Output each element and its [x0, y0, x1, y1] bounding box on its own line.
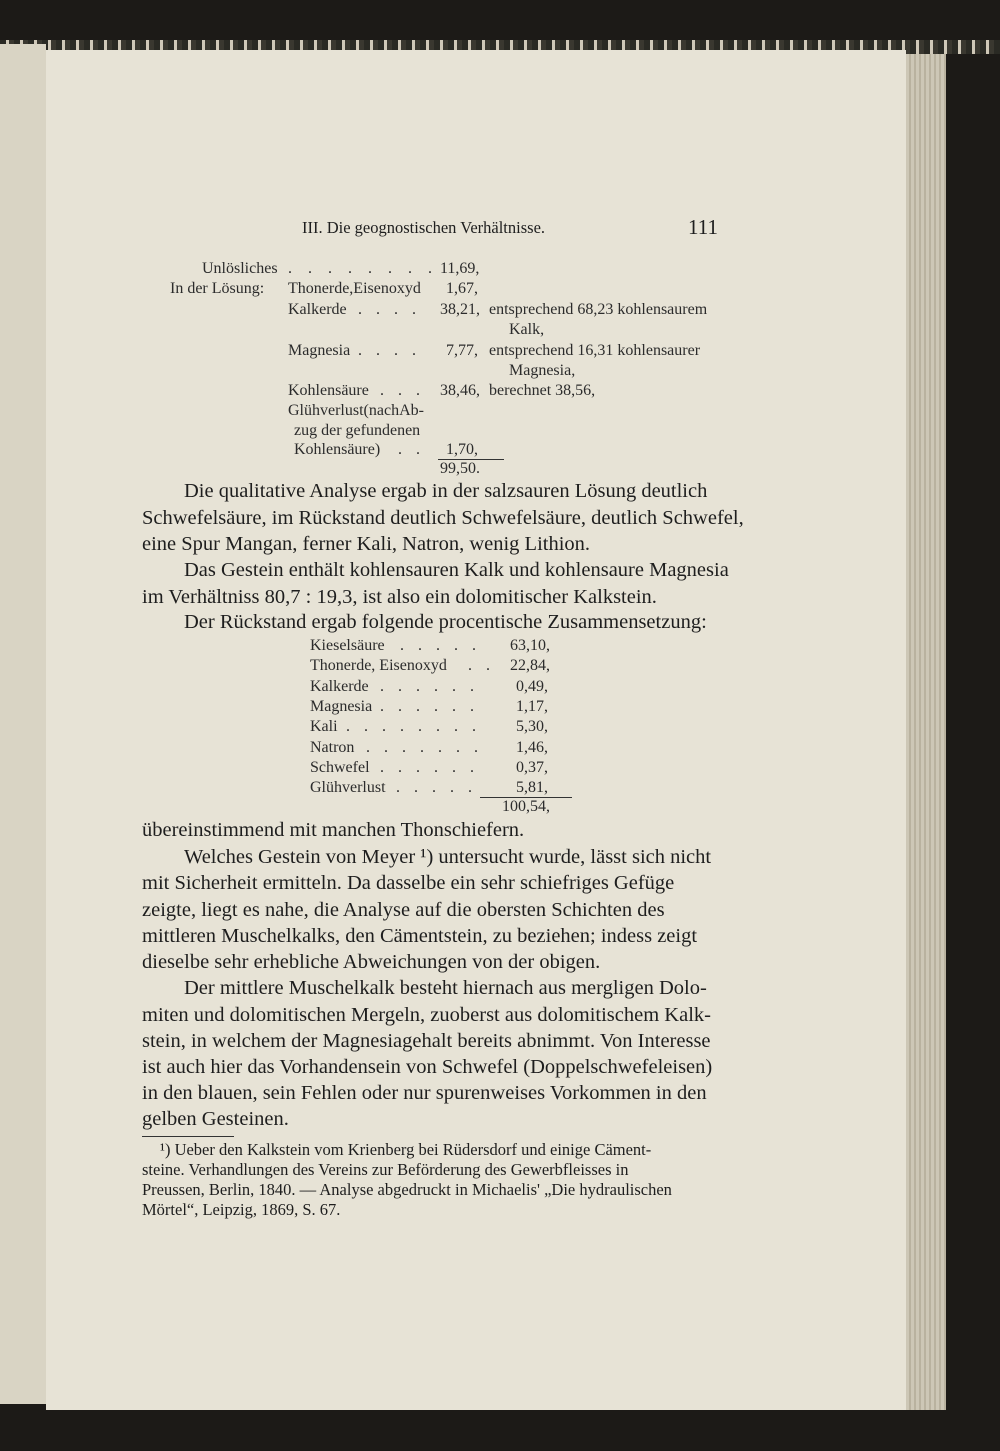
paragraph-line: eine Spur Mangan, ferner Kali, Natron, wenig Lithion. — [142, 533, 591, 555]
table-row-value: 1,46, — [516, 739, 548, 756]
table-row-value: 63,10, — [510, 637, 550, 654]
table-row-value: 7,77, — [446, 342, 478, 359]
table-row-label: Glühverlust(nachAb- — [288, 402, 424, 419]
leader-dots: . . — [468, 657, 495, 674]
table-row-value: 22,84, — [510, 657, 550, 674]
paragraph-line: Schwefelsäure, im Rückstand deutlich Schwefelsäure, deutlich Schwefel, — [142, 507, 744, 529]
table-row-value: 1,17, — [516, 698, 548, 715]
table-row-note: Kalk, — [509, 321, 545, 338]
footnote-rule — [142, 1136, 234, 1137]
table-row-label: Kalkerde — [310, 678, 369, 695]
leader-dots: . . . . . — [396, 779, 477, 796]
leader-dots: . . . . . . — [380, 698, 479, 715]
leader-dots: . . . . . . . . — [288, 260, 438, 277]
table-row-label: Magnesia — [310, 698, 373, 715]
footnote-line: ¹) Ueber den Kalkstein vom Krienberg bei Rüdersdorf und einige Cäment- — [160, 1140, 652, 1159]
leader-dots: . . . . . . . . — [346, 718, 481, 735]
table-row-label: Kohlensäure) — [294, 441, 381, 458]
table-row-label: zug der gefundenen — [294, 422, 421, 439]
paragraph-line: Welches Gestein von Meyer ¹) untersucht wurde, lässt sich nicht — [184, 846, 712, 868]
table-row-label: Natron — [310, 739, 355, 756]
footnote-line: Mörtel“, Leipzig, 1869, S. 67. — [142, 1200, 341, 1219]
table-row-value: 1,70, — [446, 441, 478, 458]
table-row-note: entsprechend 68,23 kohlensaurem — [489, 301, 708, 318]
paragraph-line: Der mittlere Muschelkalk besteht hiernach aus mergligen Dolo- — [184, 977, 707, 999]
leader-dots: . . . . — [358, 342, 421, 359]
leader-dots: . . . . . . . — [366, 739, 483, 756]
footnote-line: steine. Verhandlungen des Vereins zur Beförderung des Gewerbfleisses in — [142, 1160, 629, 1179]
table-row-label: Kohlensäure — [288, 382, 369, 399]
table-row-label: Kalkerde — [288, 301, 347, 318]
table-row-value: 11,69, — [440, 260, 480, 277]
table-row-note: Magnesia, — [509, 362, 576, 379]
paragraph-line: mittleren Muschelkalks, den Cämentstein, zu beziehen; indess zeigt — [142, 925, 698, 947]
paragraph-line: übereinstimmend mit manchen Thonschiefern. — [142, 819, 525, 841]
paragraph-line: gelben Gesteinen. — [142, 1108, 289, 1130]
table-row-prefix: In der Lösung: — [170, 280, 265, 297]
page-number: 111 — [688, 215, 718, 239]
paragraph-line: dieselbe sehr erhebliche Abweichungen von der obigen. — [142, 951, 601, 973]
table-total: 99,50. — [440, 460, 480, 477]
table-row-label: Magnesia — [288, 342, 351, 359]
previous-page-edge — [0, 44, 46, 1404]
leader-dots: . . . . . — [400, 637, 481, 654]
paragraph-line: zeigte, liegt es nahe, die Analyse auf die obersten Schichten des — [142, 899, 665, 921]
paragraph-line: Der Rückstand ergab folgende procentische Zusammensetzung: — [184, 611, 707, 633]
paragraph-line: miten und dolomitischen Mergeln, zuoberst aus dolomitischem Kalk- — [142, 1004, 711, 1026]
table-row-value: 5,81, — [516, 779, 548, 796]
table-row-value: 0,37, — [516, 759, 548, 776]
table-row-value: 0,49, — [516, 678, 548, 695]
table-row-value: 38,46, — [440, 382, 480, 399]
footnote-line: Preussen, Berlin, 1840. — Analyse abgedruckt in Michaelis' „Die hydraulischen — [142, 1180, 672, 1199]
table-row-label: Thonerde, Eisenoxyd — [310, 657, 447, 674]
leader-dots: . . . . — [358, 301, 421, 318]
table-row-note: berechnet 38,56, — [489, 382, 596, 399]
table-row-label: Kali — [310, 718, 338, 735]
paragraph-line: mit Sicherheit ermitteln. Da dasselbe ein sehr schiefriges Gefüge — [142, 872, 675, 894]
table-row-label: Schwefel — [310, 759, 370, 776]
book-page — [46, 50, 906, 1410]
table-row-label: Glühverlust — [310, 779, 386, 796]
page-stack-edge — [906, 54, 946, 1410]
table-row-label: Unlösliches — [202, 260, 278, 277]
leader-dots: . . — [398, 441, 425, 458]
paragraph-line: ist auch hier das Vorhandensein von Schwefel (Doppelschwefeleisen) — [142, 1056, 713, 1078]
paragraph-line: in den blauen, sein Fehlen oder nur spurenweises Vorkommen in den — [142, 1082, 707, 1104]
table-row-note: entsprechend 16,31 kohlensaurer — [489, 342, 701, 359]
table-row-label: Thonerde,Eisenoxyd — [288, 280, 421, 297]
paragraph-line: Die qualitative Analyse ergab in der salzsauren Lösung deutlich — [184, 480, 708, 502]
table-total: 100,54, — [502, 798, 550, 815]
table-row-label: Kieselsäure — [310, 637, 385, 654]
leader-dots: . . . . . . — [380, 759, 479, 776]
leader-dots: . . . — [380, 382, 425, 399]
paragraph-line: Das Gestein enthält kohlensauren Kalk und kohlensaure Magnesia — [184, 559, 729, 581]
table-row-value: 1,67, — [446, 280, 478, 297]
leader-dots: . . . . . . — [380, 678, 479, 695]
paragraph-line: stein, in welchem der Magnesiagehalt bereits abnimmt. Von Interesse — [142, 1030, 711, 1052]
paragraph-line: im Verhältniss 80,7 : 19,3, ist also ein dolomitischer Kalkstein. — [142, 586, 657, 608]
table-row-value: 5,30, — [516, 718, 548, 735]
table-row-value: 38,21, — [440, 301, 480, 318]
running-header: III. Die geognostischen Verhältnisse. — [302, 218, 546, 237]
